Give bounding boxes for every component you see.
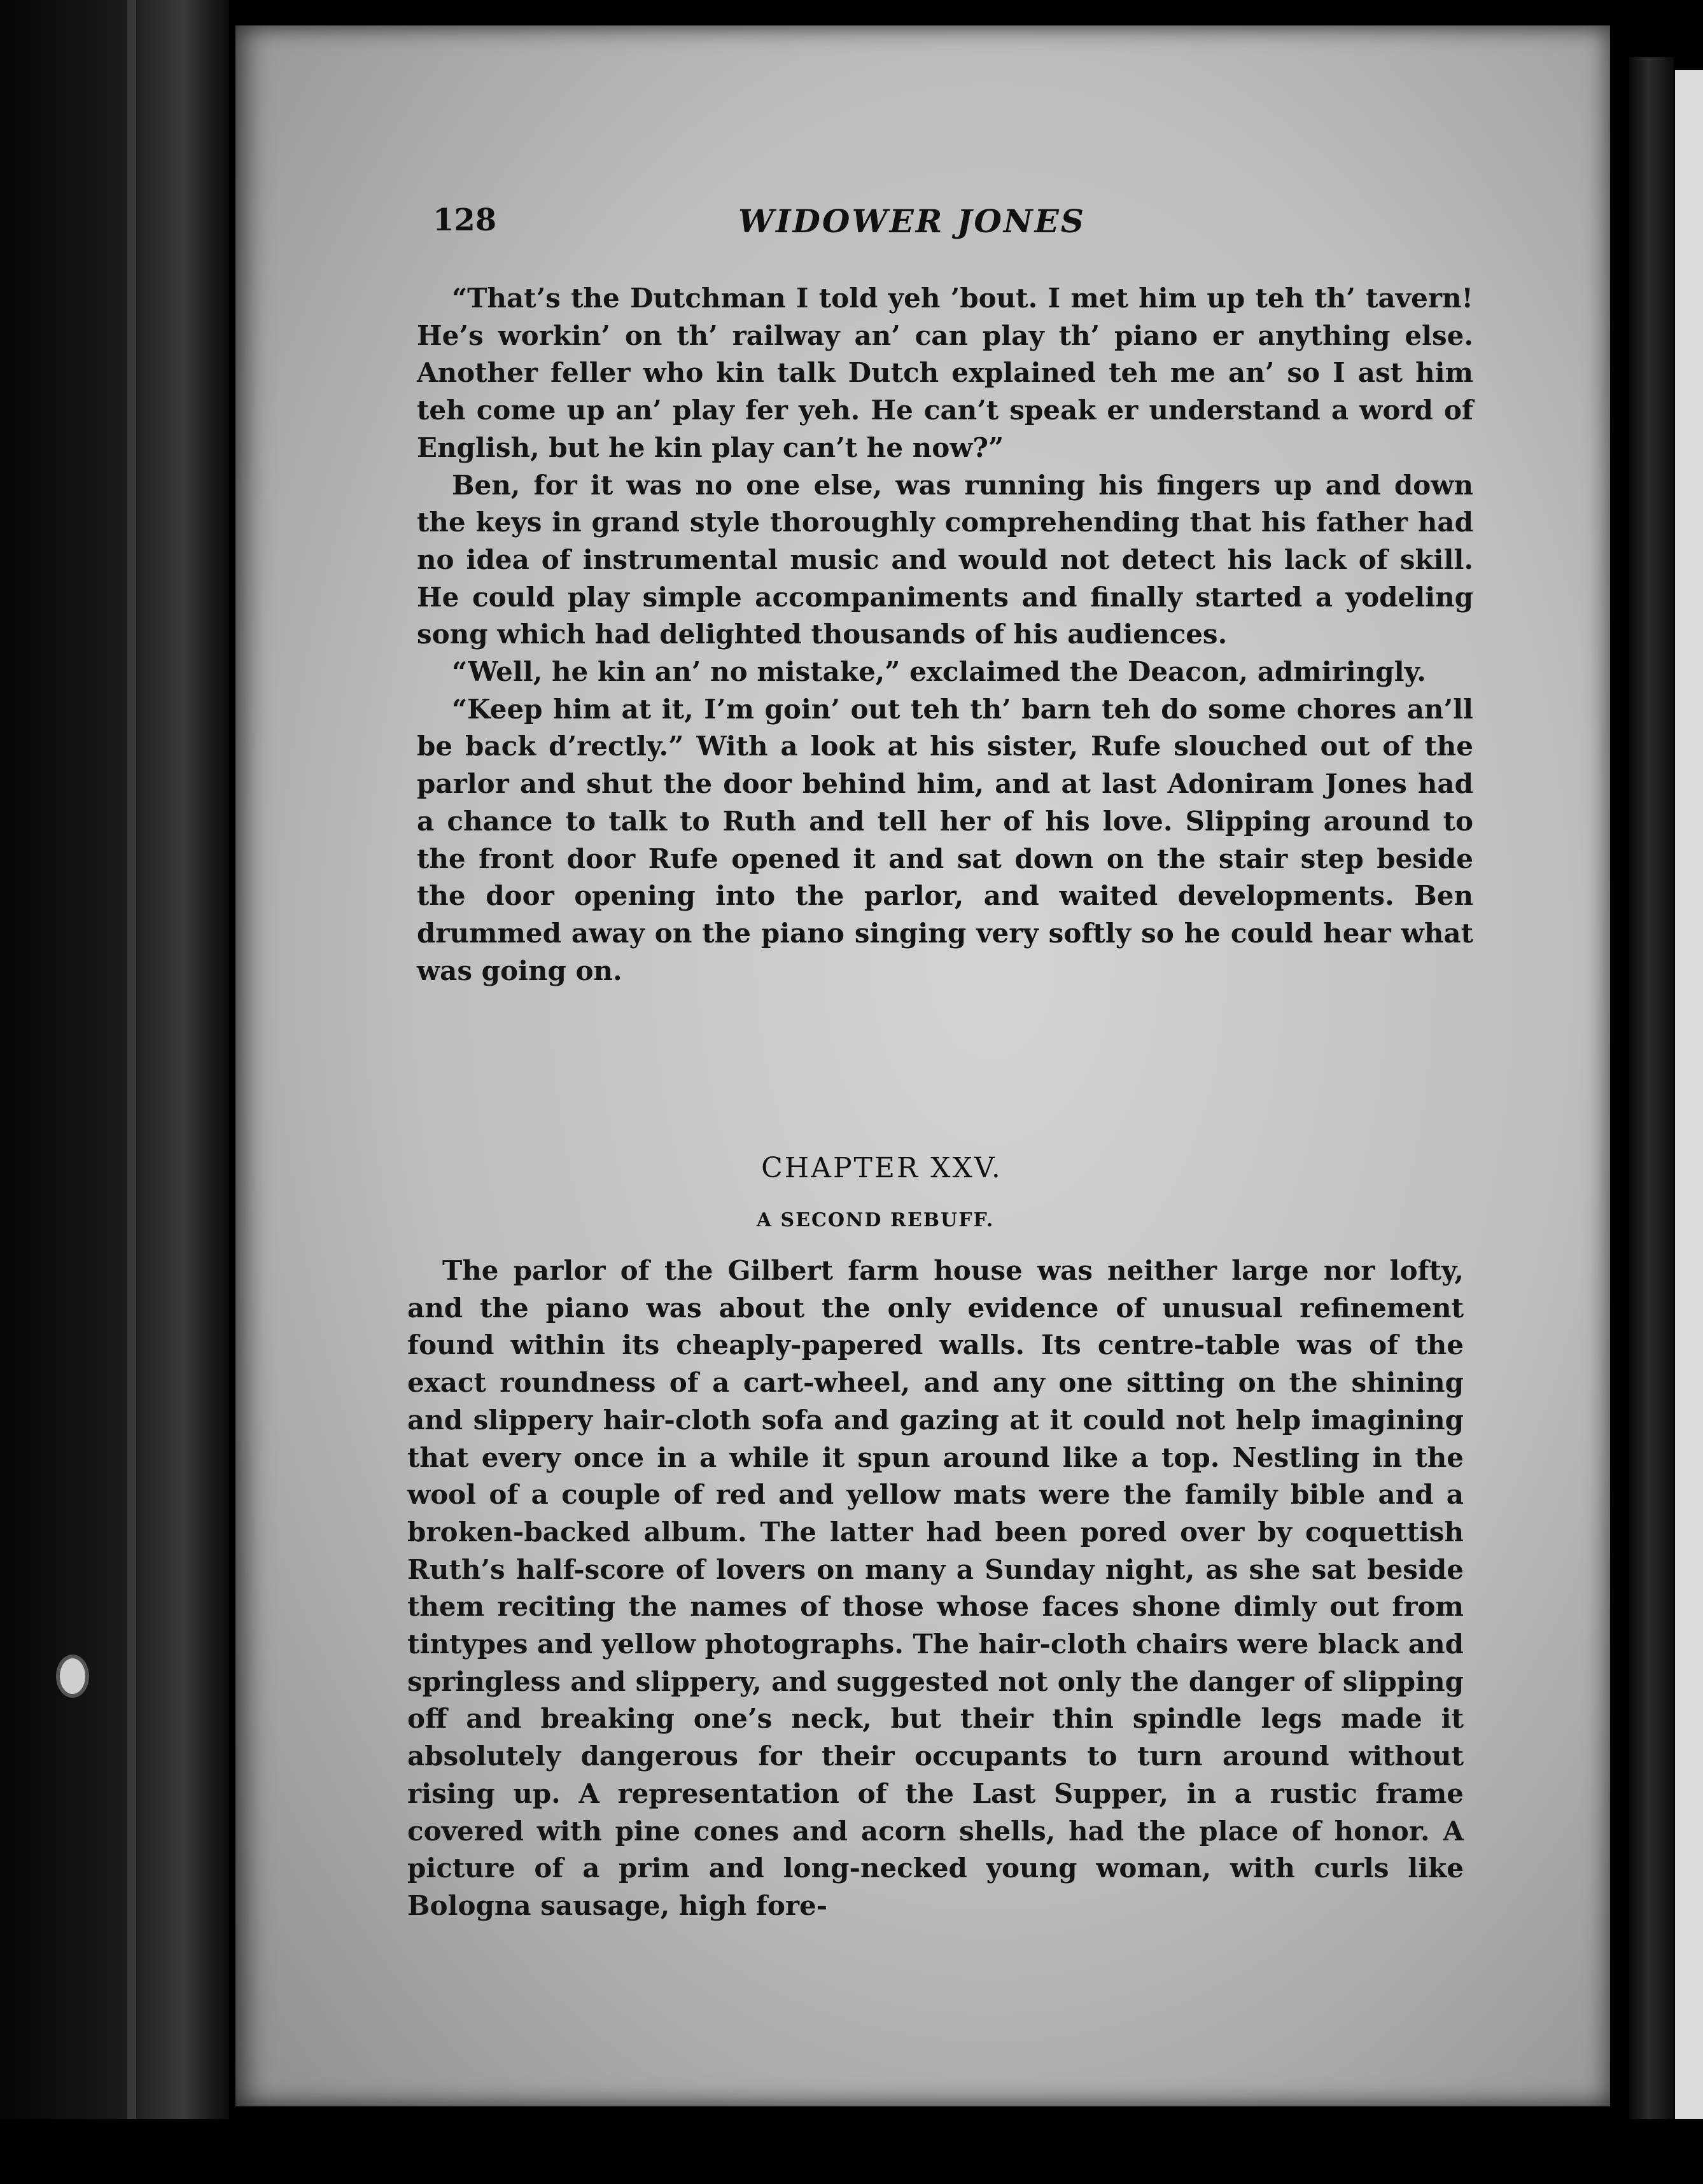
next-page-sliver xyxy=(1675,70,1703,2119)
running-title: WIDOWER JONES xyxy=(738,202,1086,240)
binding-hole xyxy=(56,1655,89,1698)
text-block-after-chapter xyxy=(407,1252,1464,1925)
chapter-subtitle: A SECOND REBUFF. xyxy=(756,1209,995,1231)
paragraph: “Well, he kin an’ no mistake,” exclaimed the Deacon, admiringly. xyxy=(452,656,1426,688)
bottom-margin xyxy=(0,2119,1703,2184)
page-number: 128 xyxy=(433,202,497,238)
text-block-before-chapter xyxy=(417,280,1473,990)
chapter-title: CHAPTER XXV. xyxy=(761,1152,1002,1184)
paragraph: The parlor of the Gilbert farm house was neither large nor lofty, and the piano was about the only evidence of unusual refinement found within its cheaply-papered walls. Its centre-table was of the exact roundness of a cart-wheel, and any one sitting on the shining and slippery hair-cloth sofa and gazing at it could not help imagining that every once in a while it spun around like a top. Nestling in the wool of a couple of red and yellow mats were the family bible and a broken-backed album. The latter had been pored over by coquettish Ruth’s half-score of lovers on many a Sunday night, as she sat beside them reciting the names of those whose faces shone dimly out from tintypes and yellow photographs. The hair-cloth chairs were black and springless and slippery, and suggested not only the danger of slipping off and breaking one’s neck, but their thin spindle legs made it absolutely dangerous for their occupants to turn around without rising up. A representation of the Last Supper, in a rustic frame covered with pine cones and acorn shells, had the place of honor. A picture of a prim and long-necked young woman, with curls like Bologna sausage, high fore- xyxy=(407,1255,1464,1921)
book-gutter xyxy=(0,0,229,2184)
paragraph: Ben, for it was no one else, was running his fingers up and down the keys in grand style thoroughly comprehending that his father had no idea of instrumental music and would not detect his lack of skill. He could play simple accompaniments and finally started a yodeling song which had delighted thousands of his audiences. xyxy=(417,469,1473,650)
paragraph: “That’s the Dutchman I told yeh ’bout. I met him up teh th’ tavern! He’s workin’ on th’ railway an’ can play th’ piano er anything else. Another feller who kin talk Dutch explained teh me an’ so I ast him teh come up an’ play fer yeh. He can’t speak er understand a word of English, but he kin play can’t he now?” xyxy=(417,283,1473,463)
right-page-edge xyxy=(1629,57,1674,2132)
paragraph: “Keep him at it, I’m goin’ out teh th’ barn teh do some chores an’ll be back d’rectly.” With a look at his sister, Rufe slouched out of the parlor and shut the door behind him, and at last Adoniram Jones had a chance to talk to Ruth and tell her of his love. Slipping around to the front door Rufe opened it and sat down on the stair step beside the door opening into the parlor, and waited developments. Ben drummed away on the piano singing very softly so he could hear what was going on. xyxy=(417,693,1473,986)
gutter-edge xyxy=(127,0,136,2184)
